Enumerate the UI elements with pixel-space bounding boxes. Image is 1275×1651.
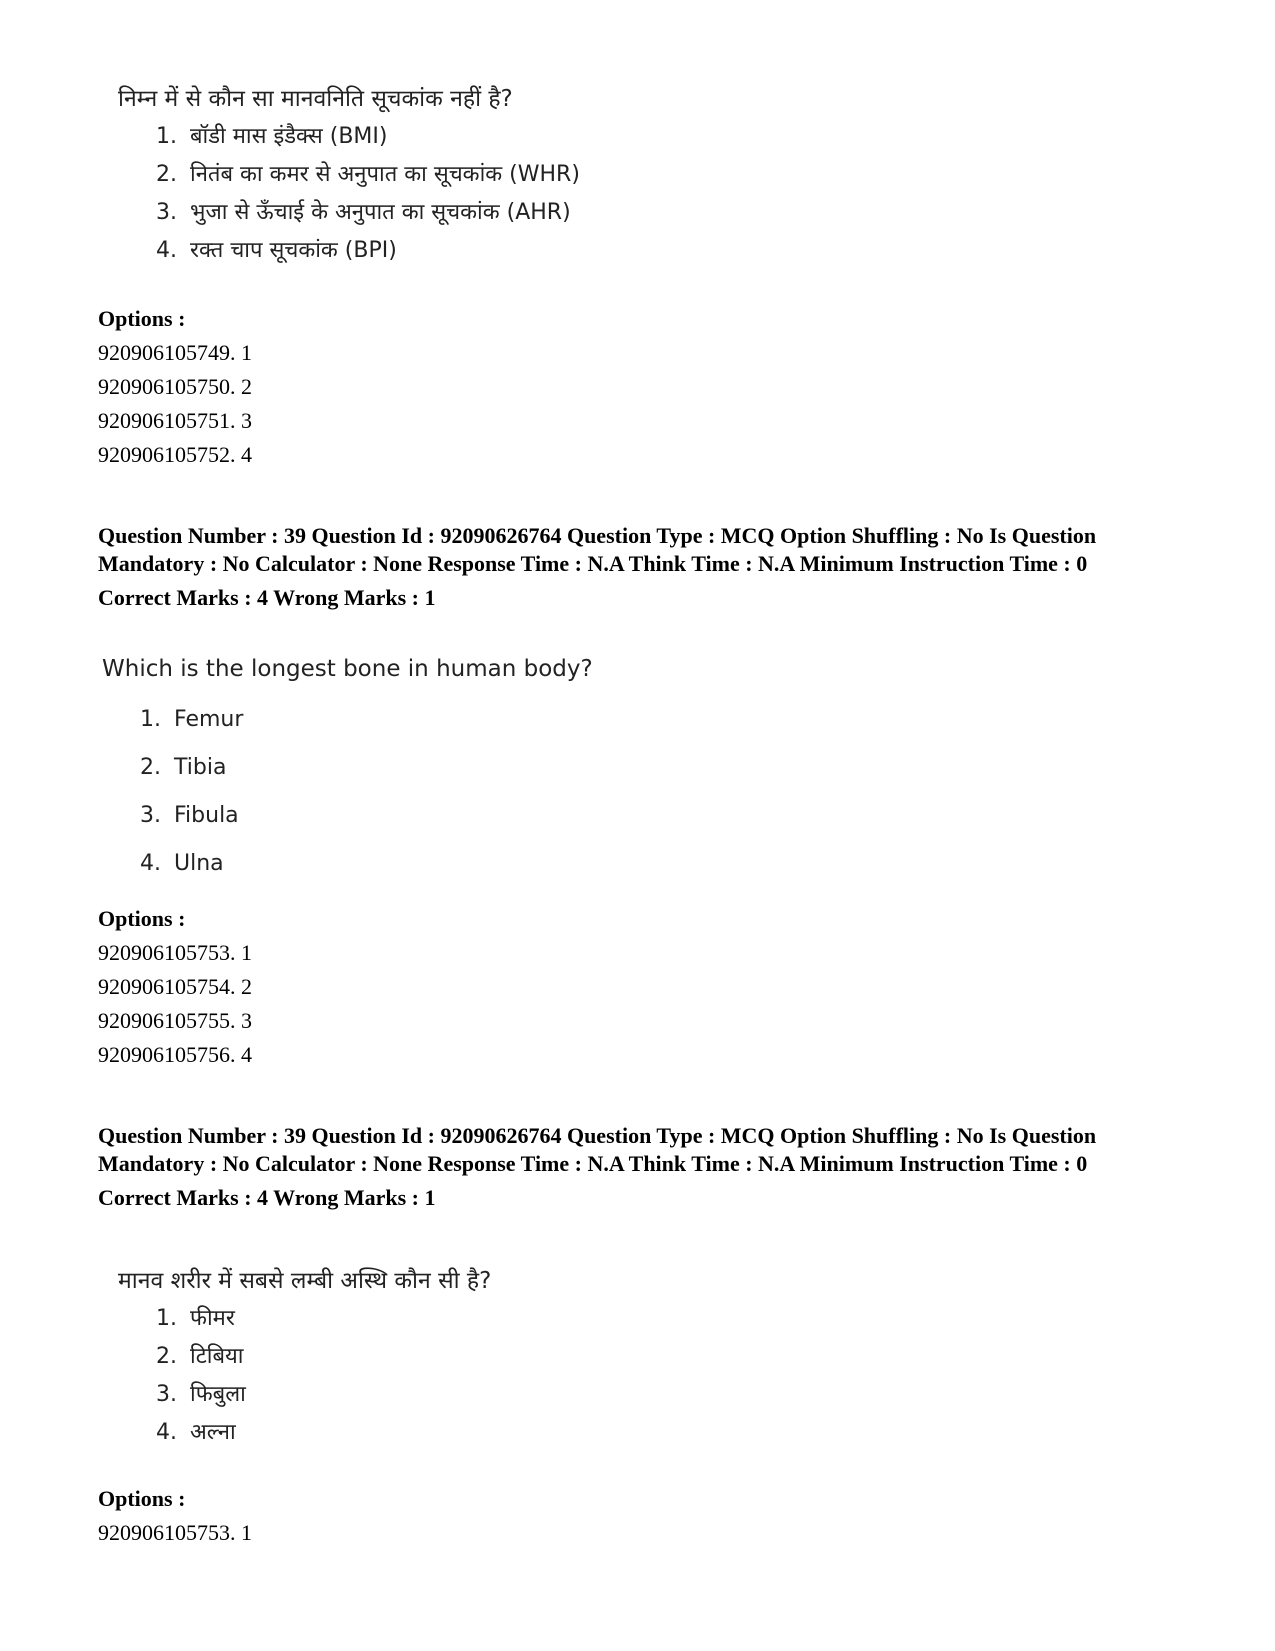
choice-item: [156, 1414, 491, 1452]
choice-number: 3.: [156, 200, 177, 225]
choice-number: 1.: [156, 1306, 177, 1331]
choice-item: [156, 118, 580, 156]
choice-item: [156, 1376, 491, 1414]
choice-text: Tibia: [174, 755, 227, 780]
choice-item: [156, 156, 580, 194]
choice-text: Ulna: [174, 851, 224, 876]
choice-text: टिबिया: [190, 1344, 244, 1369]
choice-list: [156, 1300, 491, 1452]
choice-text: फिबुला: [190, 1382, 246, 1407]
option-line: 920906105753. 1: [98, 1520, 252, 1545]
marks-line: Correct Marks : 4 Wrong Marks : 1: [98, 585, 436, 610]
choice-number: 4.: [140, 851, 161, 876]
choice-item: [156, 232, 580, 270]
choice-number: 3.: [140, 803, 161, 828]
options-label: Options :: [98, 906, 186, 931]
choice-item: [156, 194, 580, 232]
option-line: 920906105749. 1: [98, 340, 252, 365]
options-label: Options :: [98, 306, 186, 331]
option-line: 920906105754. 2: [98, 974, 252, 999]
options-section: [98, 302, 252, 472]
choice-item: [140, 792, 593, 840]
question-image-hindi-1: [118, 80, 580, 270]
option-line: 920906105750. 2: [98, 374, 252, 399]
choice-item: [140, 840, 593, 888]
question-meta-text: Question Number : 39 Question Id : 92090626764 Question Type : MCQ Option Shuffling : No Is Question Mandatory : No Calculator : None Response Time : N.A Think Time : N.A Minimum Instruction Time : 0: [98, 523, 1097, 576]
question-text: निम्न में से कौन सा मानवनिति सूचकांक नहीं है?: [118, 86, 513, 112]
question-text: Which is the longest bone in human body?: [102, 656, 593, 682]
options-section: [98, 902, 252, 1072]
choice-item: [140, 744, 593, 792]
choice-list: [156, 118, 580, 270]
options-section: [98, 1482, 252, 1550]
choice-number: 4.: [156, 238, 177, 263]
choice-text: Fibula: [174, 803, 239, 828]
choice-item: [156, 1338, 491, 1376]
option-line: 920906105755. 3: [98, 1008, 252, 1033]
option-line: 920906105752. 4: [98, 442, 252, 467]
choice-text: बॉडी मास इंडैक्स (BMI): [190, 124, 388, 149]
choice-text: अल्ना: [190, 1420, 236, 1445]
choice-number: 1.: [140, 707, 161, 732]
question-text: मानव शरीर में सबसे लम्बी अस्थि कौन सी है?: [118, 1268, 492, 1294]
choice-number: 4.: [156, 1420, 177, 1445]
choice-item: [156, 1300, 491, 1338]
choice-number: 2.: [156, 1344, 177, 1369]
choice-list: [140, 696, 593, 888]
option-line: 920906105756. 4: [98, 1042, 252, 1067]
choice-number: 1.: [156, 124, 177, 149]
question-image-english: [102, 652, 593, 888]
question-meta: [98, 522, 1188, 612]
choice-number: 3.: [156, 1382, 177, 1407]
question-meta-text: Question Number : 39 Question Id : 92090626764 Question Type : MCQ Option Shuffling : No Is Question Mandatory : No Calculator : None Response Time : N.A Think Time : N.A Minimum Instruction Time : 0: [98, 1123, 1097, 1176]
choice-text: रक्त चाप सूचकांक (BPI): [190, 238, 397, 263]
choice-text: नितंब का कमर से अनुपात का सूचकांक (WHR): [190, 162, 580, 187]
marks-line: Correct Marks : 4 Wrong Marks : 1: [98, 1185, 436, 1210]
choice-text: फीमर: [190, 1306, 235, 1331]
choice-text: Femur: [174, 707, 244, 732]
choice-item: [140, 696, 593, 744]
choice-number: 2.: [140, 755, 161, 780]
choice-text: भुजा से ऊँचाई के अनुपात का सूचकांक (AHR): [190, 200, 571, 225]
choice-number: 2.: [156, 162, 177, 187]
question-image-hindi-2: [118, 1262, 491, 1452]
option-line: 920906105753. 1: [98, 940, 252, 965]
options-label: Options :: [98, 1486, 186, 1511]
question-meta: [98, 1122, 1188, 1212]
option-line: 920906105751. 3: [98, 408, 252, 433]
